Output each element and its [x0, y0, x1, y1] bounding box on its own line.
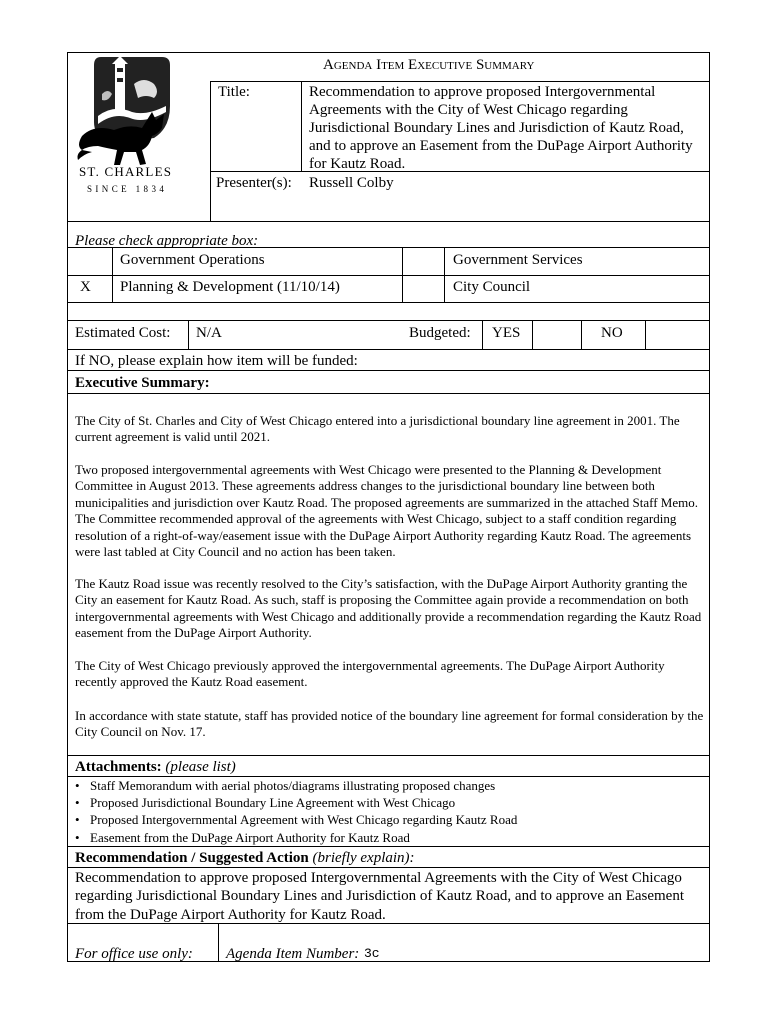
agenda-item-label: Agenda Item Number: — [226, 946, 360, 962]
rule — [67, 302, 710, 303]
checkbox-prompt: Please check appropriate box: — [75, 233, 259, 249]
rule — [482, 320, 483, 349]
rule — [67, 867, 710, 868]
rule — [67, 846, 710, 847]
summary-paragraph: The City of West Chicago previously approved the intergovernmental agreements. The DuPage Airport Authority recently approved the Kautz Road easement. — [75, 658, 665, 690]
agenda-item-number[interactable]: 3c — [364, 946, 380, 961]
header-divider — [210, 81, 211, 222]
title-label: Title: — [218, 84, 250, 100]
executive-summary-heading: Executive Summary: — [75, 375, 210, 391]
rule — [67, 320, 710, 321]
budgeted-no: NO — [601, 325, 623, 341]
budgeted-label: Budgeted: — [409, 325, 471, 341]
funding-prompt: If NO, please explain how item will be funded: — [75, 353, 358, 369]
rule — [210, 81, 710, 82]
rule — [112, 247, 113, 302]
attachment-item: • Staff Memorandum with aerial photos/diagrams illustrating proposed changes — [74, 777, 517, 794]
title-line: Agreements with the City of West Chicago regarding — [309, 102, 628, 118]
title-line: Jurisdictional Boundary Lines and Jurisdiction of Kautz Road, — [309, 120, 684, 136]
attachment-item: • Proposed Intergovernmental Agreement with West Chicago regarding Kautz Road — [74, 811, 517, 828]
estimated-cost-label: Estimated Cost: — [75, 325, 171, 341]
option-government-operations: Government Operations — [120, 252, 265, 268]
attachments-list — [74, 777, 517, 846]
rule — [532, 320, 533, 349]
rule — [188, 320, 189, 349]
summary-paragraph: The City of St. Charles and City of West Chicago entered into a jurisdictional boundary line agreement in 2001. The current agreement is valid until 2021. — [75, 413, 680, 445]
attachments-heading — [75, 758, 236, 776]
attachment-item: • Easement from the DuPage Airport Authority for Kautz Road — [74, 829, 517, 846]
rule — [402, 247, 403, 302]
title-label-divider — [301, 81, 302, 172]
rule — [67, 221, 710, 222]
presenter-label: Presenter(s): — [216, 175, 292, 191]
rule — [210, 171, 710, 172]
option-city-council: City Council — [453, 279, 531, 295]
summary-paragraph: The Kautz Road issue was recently resolved to the City’s satisfaction, with the DuPage Airport Authority granting the City an easement for Kautz Road. As such, staff is proposing the Committee again provide a recommendation on both intergovernmental agreements with West Chicago and additionally provide a recommendation regarding the Kautz Road easement from the DuPage Airport Authority. — [75, 576, 702, 641]
logo-since: SINCE 1834 — [87, 184, 168, 194]
rule — [218, 923, 219, 962]
attachment-item: • Proposed Jurisdictional Boundary Line Agreement with West Chicago — [74, 794, 517, 811]
summary-paragraph: Two proposed intergovernmental agreements with West Chicago were presented to the Planning & Development Committee in August 2013. These agreements address changes to the jurisdictional boundary line between both municipalities and jurisdiction over Kautz Road. The proposed agreements are summarized in the attached Staff Memo. The Committee recommended approval of the agreements with West Chicago, subject to a staff condition regarding resolution of a right-of-way/easement issue with the DuPage Airport Authority regarding Kautz Road. The agreements were last tabled at City Council and no action has been taken. — [75, 462, 698, 560]
summary-paragraph: In accordance with state statute, staff has provided notice of the boundary line agreement for formal consideration by the City Council on Nov. 17. — [75, 708, 704, 740]
recommendation-text: Recommendation to approve proposed Intergovernmental Agreements with the City of West Chicago regarding Jurisdictional Boundary Lines and Jurisdiction of Kautz Road, and to approve an Easement from the DuPage Airport Authority for Kautz Road. — [75, 870, 685, 923]
rule — [67, 393, 710, 394]
title-line: and to approve an Easement from the DuPage Airport Authority — [309, 138, 693, 154]
option-planning-development: Planning & Development (11/10/14) — [120, 279, 340, 295]
recommendation-hint: (briefly explain): — [312, 850, 415, 866]
estimated-cost-value: N/A — [196, 325, 222, 341]
checkbox-mark[interactable]: X — [80, 279, 91, 295]
rule — [67, 370, 710, 371]
rule — [67, 349, 710, 350]
page-title: Agenda Item Executive Summary — [323, 57, 535, 73]
recommendation-label: Recommendation / Suggested Action — [75, 850, 309, 866]
rule — [581, 320, 582, 349]
rule — [67, 755, 710, 756]
office-use-label: For office use only: — [75, 946, 193, 962]
rule — [67, 275, 710, 276]
attachments-hint: (please list) — [165, 759, 236, 775]
budgeted-yes: YES — [492, 325, 521, 341]
option-government-services: Government Services — [453, 252, 583, 268]
presenter-value: Russell Colby — [309, 175, 394, 191]
recommendation-heading — [75, 849, 415, 867]
rule — [444, 247, 445, 302]
attachments-label: Attachments: — [75, 759, 162, 775]
rule — [645, 320, 646, 349]
title-line: for Kautz Road. — [309, 156, 406, 172]
logo-name: ST. CHARLES — [79, 164, 173, 179]
title-line: Recommendation to approve proposed Intergovernmental — [309, 84, 656, 100]
